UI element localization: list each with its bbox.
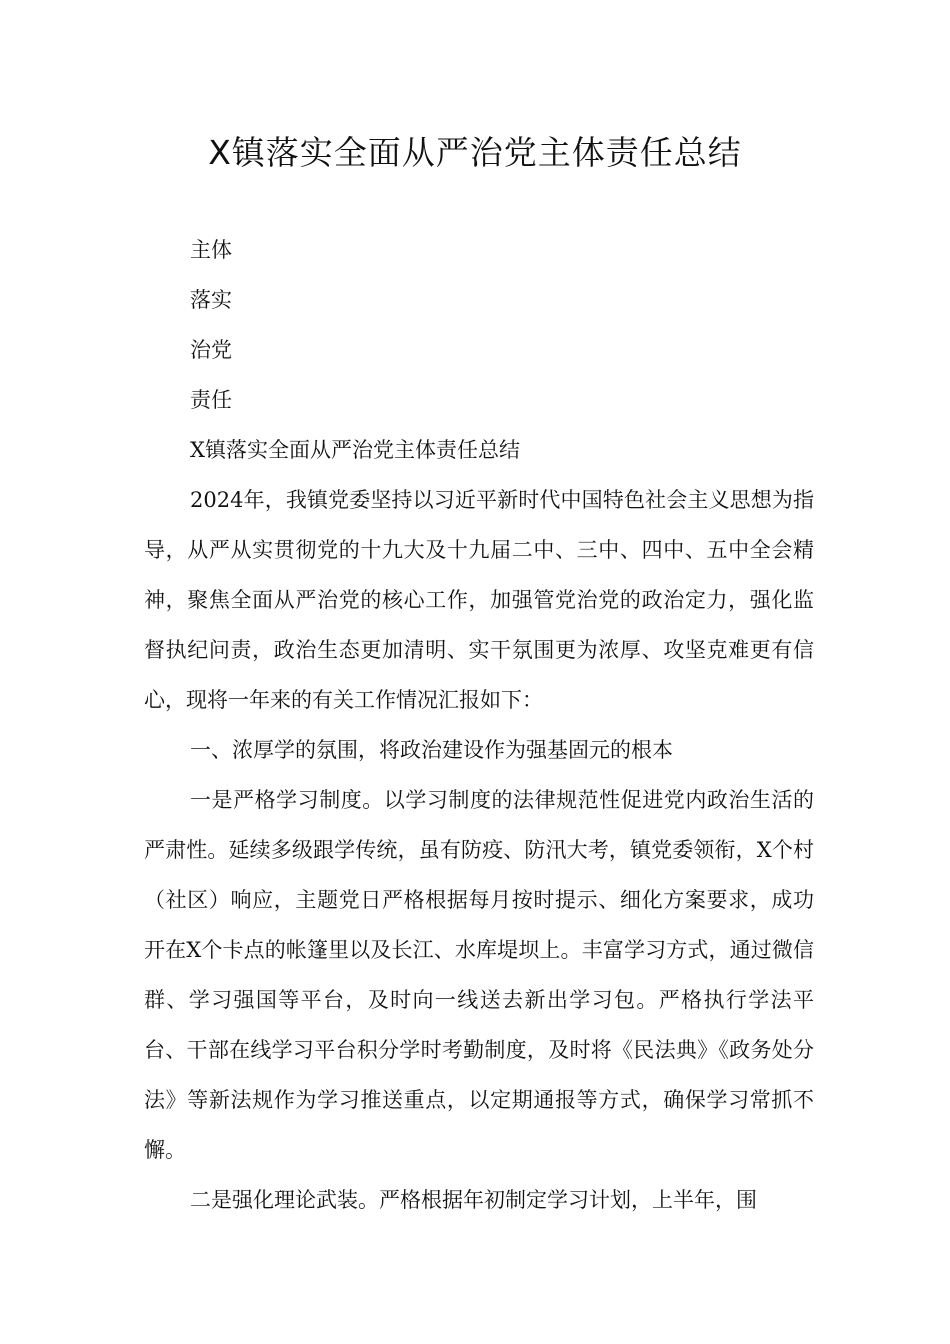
paragraph-theory: 二是强化理论武装。严格根据年初制定学习计划，上半年，围 [190,1188,757,1212]
document-subtitle: X镇落实全面从严治党主体责任总结 [190,438,520,462]
document-title: X镇落实全面从严治党主体责任总结 [208,133,742,172]
section-heading-1: 一、浓厚学的氛围，将政治建设作为强基固元的根本 [190,738,673,762]
paragraph-intro: 2024年，我镇党委坚持以习近平新时代中国特色社会主义思想为指导，从严从实贯彻党的十九大及十九届二中、三中、四中、五中全会精神，聚焦全面从严治党的核心工作，加强管党治党的政治定力，强化监督执纪问责，政治生态更加清明、实干氛围更为浓厚、攻坚克难更有信心，现将一年来的有关工作情况汇报如下： [144,488,814,712]
keyword-1: 主体 [190,238,232,262]
keyword-4: 责任 [190,388,232,412]
keyword-2: 落实 [190,288,232,312]
keyword-3: 治党 [190,338,232,362]
paragraph-study-system: 一是严格学习制度。以学习制度的法律规范性促进党内政治生活的严肃性。延续多级跟学传统，虽有防疫、防汛大考，镇党委领衔，X个村（社区）响应，主题党日严格根据每月按时提示、细化方案要求，成功开在X个卡点的帐篷里以及长江、水库堤坝上。丰富学习方式，通过微信群、学习强国等平台，及时向一线送去新出学习包。严格执行学法平台、干部在线学习平台积分学时考勤制度，及时将《民法典》《政务处分法》等新法规作为学习推送重点，以定期通报等方式，确保学习常抓不懈。 [144,788,814,1162]
